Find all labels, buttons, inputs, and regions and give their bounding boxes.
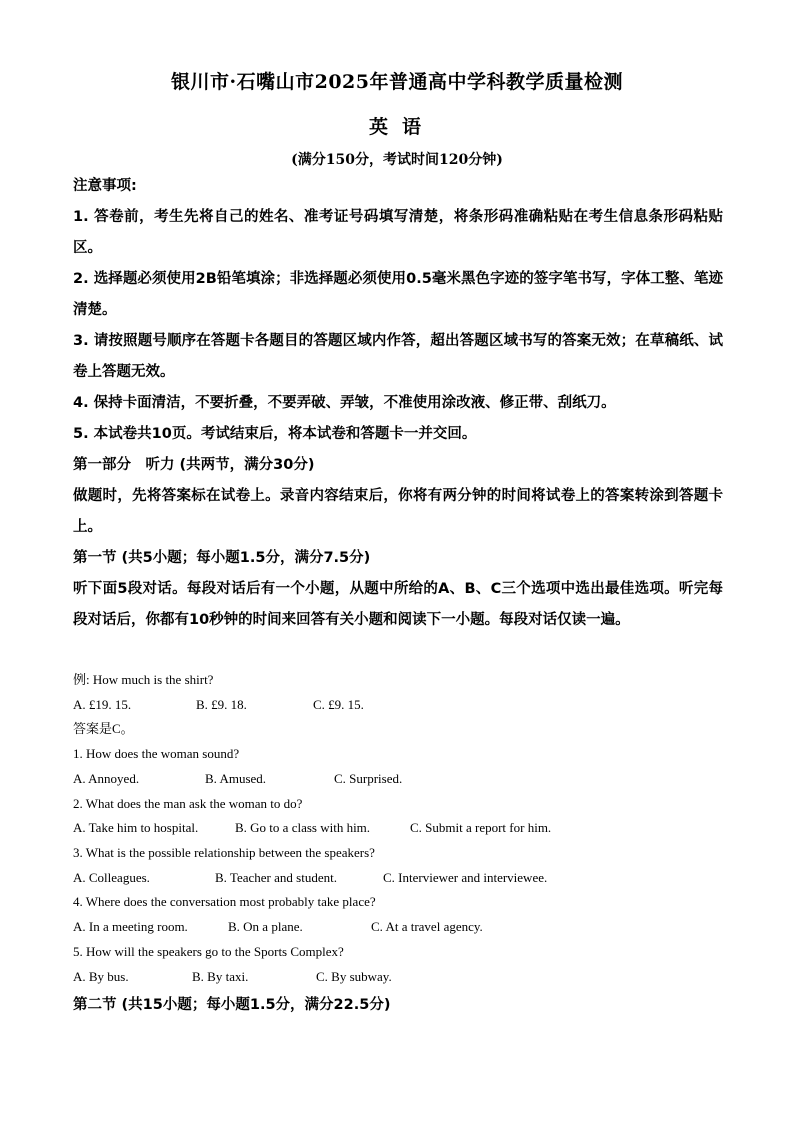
section1-instructions: 听下面5段对话。每段对话后有一个小题，从题中所给的A、B、C三个选项中选出最佳选项。听完每段对话后，你都有10秒钟的时间来回答有关小题和阅读下一小题。每段对话仅读一遍。 [73, 581, 723, 628]
part1-heading: 第一部分 听力 (共两节，满分30分) [73, 457, 315, 473]
notice-item-1: 1. 答卷前，考生先将自己的姓名、准考证号码填写清楚，将条形码准确粘贴在考生信息条形码粘贴区。 [73, 209, 723, 256]
question-3-option-a: A. Colleagues. [73, 870, 150, 885]
question-2: 2. What does the man ask the woman to do? [73, 796, 303, 811]
question-5-option-a: A. By bus. [73, 969, 129, 984]
question-5-option-c: C. By subway. [316, 969, 392, 984]
question-2-option-c: C. Submit a report for him. [410, 820, 552, 835]
subject-title: 英语 [368, 116, 435, 138]
example-answer: 答案是C。 [73, 721, 134, 736]
question-1-option-b: B. Amused. [205, 771, 267, 786]
question-1: 1. How does the woman sound? [73, 746, 240, 761]
question-2-option-b: B. Go to a class with him. [235, 820, 371, 835]
exam-info: (满分150分，考试时间120分钟) [291, 152, 503, 168]
part1-instructions: 做题时，先将答案标在试卷上。录音内容结束后，你将有两分钟的时间将试卷上的答案转涂到答题卡上。 [73, 488, 723, 535]
question-3-option-c: C. Interviewer and interviewee. [383, 870, 548, 885]
question-5: 5. How will the speakers go to the Sports Complex? [73, 944, 344, 959]
section2-heading: 第二节 (共15小题；每小题1.5分，满分22.5分) [73, 997, 391, 1013]
question-3-option-b: B. Teacher and student. [215, 870, 337, 885]
question-3: 3. What is the possible relationship between the speakers? [73, 845, 375, 860]
example-option-a: A. £19. 15. [73, 697, 132, 712]
notice-heading: 注意事项: [73, 178, 137, 194]
question-4: 4. Where does the conversation most probably take place? [73, 894, 376, 909]
example-option-c: C. £9. 15. [313, 697, 364, 712]
notice-item-3: 3. 请按照题号顺序在答题卡各题目的答题区域内作答，超出答题区域书写的答案无效；在草稿纸、试卷上答题无效。 [73, 333, 723, 380]
example-option-b: B. £9. 18. [196, 697, 247, 712]
example-question: 例: How much is the shirt? [73, 672, 214, 687]
notice-item-4: 4. 保持卡面清洁，不要折叠，不要弄破、弄皱，不准使用涂改液、修正带、刮纸刀。 [73, 395, 616, 411]
notice-item-5: 5. 本试卷共10页。考试结束后，将本试卷和答题卡一并交回。 [73, 426, 477, 442]
notice-item-2: 2. 选择题必须使用2B铅笔填涂；非选择题必须使用0.5毫米黑色字迹的签字笔书写，字体工整、笔迹清楚。 [73, 271, 723, 318]
question-1-option-a: A. Annoyed. [73, 771, 140, 786]
question-1-option-c: C. Surprised. [334, 771, 403, 786]
section1-heading: 第一节 (共5小题；每小题1.5分，满分7.5分) [73, 550, 371, 566]
question-4-option-b: B. On a plane. [228, 919, 303, 934]
question-4-option-a: A. In a meeting room. [73, 919, 188, 934]
question-2-option-a: A. Take him to hospital. [73, 820, 199, 835]
exam-title: 银川市·石嘴山市2025年普通高中学科教学质量检测 [171, 71, 623, 93]
question-5-option-b: B. By taxi. [192, 969, 249, 984]
question-4-option-c: C. At a travel agency. [371, 919, 483, 934]
